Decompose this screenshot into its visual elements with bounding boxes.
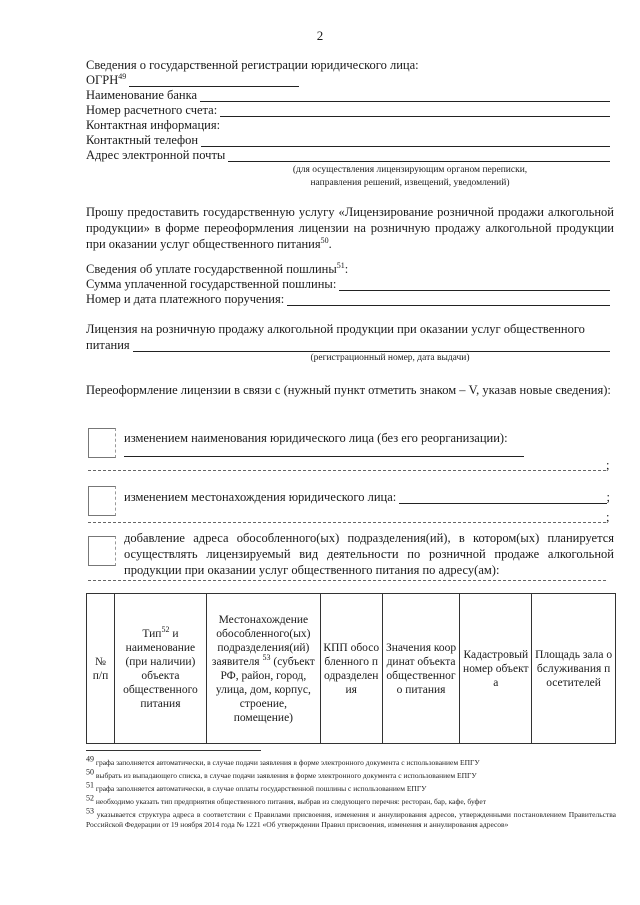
license-text: Лицензия на розничную продажу алкогольной продукции при оказании услуг общественного bbox=[86, 322, 585, 336]
header-location: Местонахождение обособленного(ых) подразделения(ий) заявителя $^{53}$ (субъект РФ, район, город, улица, дом, корпус, строение, помещение) bbox=[206, 594, 320, 744]
account-label: Номер расчетного счета: bbox=[86, 103, 218, 117]
option-name-label: изменением наименования юридического лица (без его реорганизации): bbox=[124, 431, 508, 445]
footnote: $^{50}$ выбрать из выпадающего списка, в случае подачи заявления в форме электронного документа с использованием ЕПГУ bbox=[86, 767, 477, 780]
option-name-field-1[interactable] bbox=[124, 444, 524, 457]
bank-field[interactable] bbox=[200, 90, 610, 102]
header-kpp: КПП обособленного подразделения bbox=[320, 594, 382, 744]
option-name-semicolon: ; bbox=[606, 458, 610, 472]
option-address-checkbox[interactable] bbox=[88, 486, 116, 516]
page-number: 2 bbox=[316, 28, 324, 43]
footnote: $^{53}$ указывается структура адреса в соответствии с Правилами присвоения, изменения и аннулирования адресов, утвержденными постановлением Правительства Российской Федерации от 19 ноября 2014 года № 1221 «Об утверждении Правил присвоения, изменения и аннулирования адресов» bbox=[86, 806, 617, 829]
footnote: $^{52}$ необходимо указать тип предприятия общественного питания, выбрав из следующего перечня: ресторан, бар, кафе, буфет bbox=[86, 793, 486, 806]
fee-amount-row bbox=[86, 277, 610, 291]
option-add-address-label: добавление адреса обособленного(ых) подразделения(ий), в котором(ых) планируется осуществлять лицензируемый вид деятельности по розничной продаже алкогольной продукции при оказании услуг общественного питания по адресу(ам): bbox=[124, 531, 614, 577]
payment-field[interactable] bbox=[287, 294, 610, 306]
bank-label: Наименование банка bbox=[86, 88, 198, 102]
option-address-row: изменением местонахождения юридического лица: ; bbox=[124, 490, 610, 504]
footnote: $^{49}$ графа заполняется автоматически, в случае подачи заявления в форме электронного документа с использованием ЕПГУ bbox=[86, 754, 480, 767]
header-number: № п/п bbox=[87, 594, 115, 744]
phone-field[interactable] bbox=[201, 135, 610, 147]
email-hint: (для осуществления лицензирующим органом переписки, направления решений, извещений, уведомлений) bbox=[292, 165, 528, 188]
footnote-separator bbox=[86, 750, 261, 751]
subdivision-table bbox=[86, 593, 616, 744]
option-add-address-field[interactable] bbox=[88, 580, 606, 581]
option-add-address-checkbox[interactable] bbox=[88, 536, 116, 566]
payment-label: Номер и дата платежного поручения: bbox=[86, 292, 285, 306]
option-address-field[interactable] bbox=[399, 492, 606, 504]
payment-row bbox=[86, 292, 610, 306]
email-field[interactable] bbox=[228, 150, 610, 162]
fee-amount-field[interactable] bbox=[339, 279, 610, 291]
fee-heading: Сведения об уплате государственной пошлины$^{51}$: bbox=[86, 260, 349, 276]
email-label: Адрес электронной почты bbox=[86, 148, 226, 162]
ogrn-row bbox=[86, 73, 610, 87]
phone-label: Контактный телефон bbox=[86, 133, 199, 147]
reissue-intro: Переоформление лицензии в связи с (нужный пункт отметить знаком – V, указав новые сведения): bbox=[86, 383, 611, 397]
license-hint: (регистрационный номер, дата выдачи) bbox=[310, 353, 470, 363]
phone-row bbox=[86, 133, 610, 147]
license-row: питания bbox=[86, 338, 610, 352]
option-address-field-2[interactable] bbox=[88, 522, 606, 523]
email-row bbox=[86, 148, 610, 162]
option-name-checkbox[interactable] bbox=[88, 428, 116, 458]
contact-row bbox=[86, 118, 610, 132]
footnote: $^{51}$ графа заполняется автоматически, в случае оплаты государственной пошлины с использованием ЕПГУ bbox=[86, 780, 427, 793]
option-name-field-2[interactable] bbox=[88, 470, 606, 471]
header-area: Площадь зала обслуживания посетителей bbox=[532, 594, 616, 744]
account-row bbox=[86, 103, 610, 117]
table-header-row bbox=[87, 594, 616, 744]
registration-heading: Сведения о государственной регистрации юридического лица: bbox=[86, 58, 419, 72]
header-cadastral: Кадастровый номер объекта bbox=[460, 594, 532, 744]
header-coordinates: Значения координат объекта общественного питания bbox=[382, 594, 460, 744]
fee-amount-label: Сумма уплаченной государственной пошлины: bbox=[86, 277, 337, 291]
contact-label: Контактная информация: bbox=[86, 118, 221, 132]
ogrn-label: ОГРН$^{49}$ bbox=[86, 71, 127, 87]
ogrn-field[interactable] bbox=[129, 75, 299, 87]
option-address-semicolon: ; bbox=[606, 510, 610, 524]
license-field[interactable] bbox=[133, 340, 610, 352]
request-paragraph: Прошу предоставить государственную услугу «Лицензирование розничной продажи алкогольной продукции» в форме переоформления лицензии на розничную продажу алкогольной продукции при оказании услуг общественного питания$^{50}$. bbox=[86, 205, 614, 251]
option-address-label: изменением местонахождения юридического лица: bbox=[124, 490, 397, 504]
bank-row bbox=[86, 88, 610, 102]
account-field[interactable] bbox=[220, 105, 610, 117]
header-type: Тип$^{52}$ и наименование (при наличии) объекта общественного питания bbox=[114, 594, 206, 744]
